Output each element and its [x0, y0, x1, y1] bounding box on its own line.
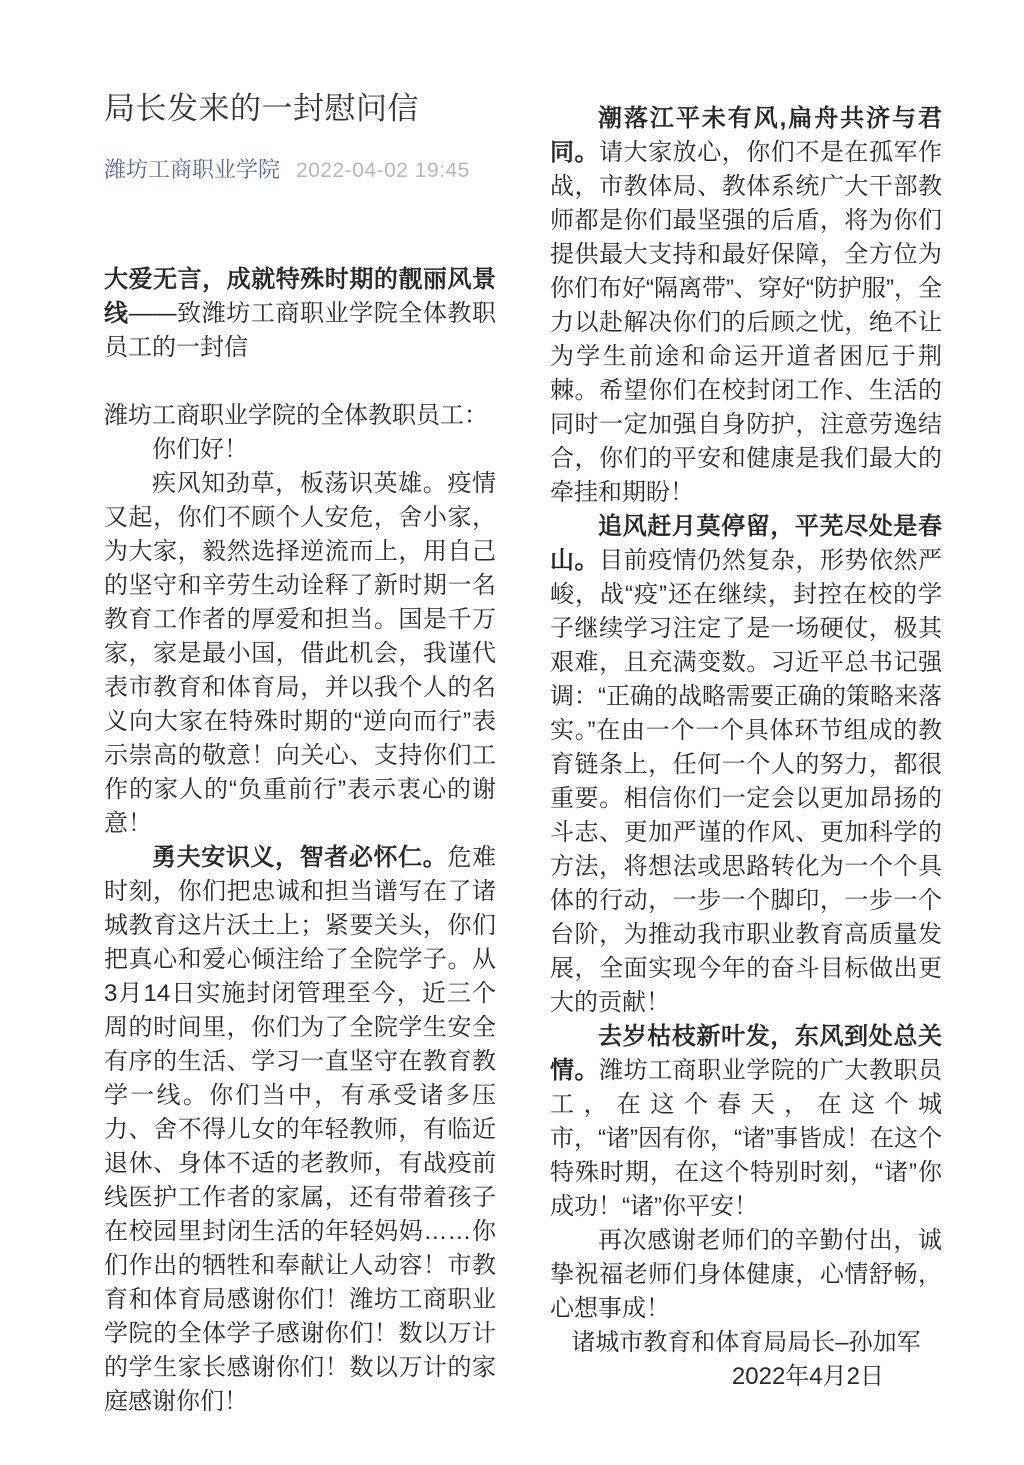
body-text-segment: 请大家放心，你们不是在孤军作战，市教体局、教体系统广大干部教师都是你们最坚强的后盾，将为你们提供最大支持和最好保障，全方位为你们布好“隔离带”、穿好“防护服”，全力以赴解决你们的后顾之忧，绝不让为学生前途和命运开道者困厄于荆棘。希望你们在校封闭工作、生活的同时一定加强自身防护，注意劳逸结合，你们的平安和健康是我们最大的牵挂和期盼！: [550, 139, 943, 506]
body-text-segment: 疾风知劲草，板荡识英雄。疫情又起，你们不顾个人安危，舍小家，为大家，毅然选择逆流而上，用自己的坚守和辛劳生动诠释了新时期一名教育工作者的厚爱和担当。国是千万家，家是最小国，借此机会，我谨代表市教育和体育局，并以我个人的名义向大家在特殊时期的“逆向而行”表示崇高的敬意！向关心、支持你们工作的家人的“负重前行”表示衷心的谢意！: [104, 470, 496, 837]
right-column: [550, 88, 942, 1394]
paragraph: [550, 1020, 942, 1224]
date-line: 2022年4月2日: [731, 1363, 884, 1390]
publish-timestamp: 2022-04-02 19:45: [296, 159, 470, 182]
body-text-segment: 危难时刻，你们把忠诚和担当谱写在了诸城教育这片沃土上；紧要关头，你们把真心和爱心倾注给了全院学子。从3月14日实施封闭管理至今，近三个周的时间里，你们为了全院学生安全有序的生活、学习一直坚守在教育教学一线。你们当中，有承受诸多压力、舍不得儿女的年轻教师，有临近退休、身体不适的老教师，有战疫前线医护工作者的家属，还有带着孩子在校园里封闭生活的年轻妈妈……你们作出的牺牲和奉献让人动容！市教育和体育局感谢你们！潍坊工商职业学院的全体学子感谢你们！数以万计的学生家长感谢你们！数以万计的家庭感谢你们！: [104, 844, 497, 1415]
body-text-segment: 再次感谢老师们的辛勤付出，诚挚祝福老师们身体健康，心情舒畅，心想事成！: [550, 1227, 942, 1322]
paragraph: [104, 433, 496, 467]
left-column: [104, 88, 496, 1419]
paragraph: [104, 841, 496, 1419]
signature-line: 诸城市教育和体育局局长–孙加军: [571, 1329, 921, 1356]
bold-lead-text: 勇夫安识义，智者必怀仁。: [152, 844, 448, 871]
bold-lead-text: 去岁枯枝新叶发，东风到处总关情。: [550, 1023, 942, 1084]
blank-line: [104, 365, 496, 399]
right-column-text: [550, 102, 942, 1326]
paragraph: [550, 510, 942, 1020]
article-meta: [104, 156, 496, 185]
body-text-segment: 目前疫情仍然复杂，形势依然严峻，战“疫”还在继续，封控在校的学子继续学习注定了是一场硬仗，极其艰难，且充满变数。习近平总书记强调：“正确的战略需要正确的策略来落实。”在由一个一个具体环节组成的教育链条上，任何一个人的努力，都很重要。相信你们一定会以更加昂扬的斗志、更加严谨的作风、更加科学的方法，将想法或思路转化为一个个具体的行动，一步一个脚印，一步一个台阶，为推动我市职业教育高质量发展，全面实现今年的奋斗目标做出更大的贡献！: [550, 547, 943, 1016]
account-name-link[interactable]: 潍坊工商职业学院: [104, 157, 281, 182]
body-text-segment: 你们好！: [152, 436, 248, 463]
left-column-text: [104, 263, 496, 1419]
paragraph: [550, 1224, 942, 1326]
paragraph: [104, 467, 496, 841]
bold-lead-text: 追风赶月莫停留，平芜尽处是春山。: [550, 513, 942, 574]
body-text-segment: 潍坊工商职业学院的广大教职员工，在这个春天，在这个城市，“诸”因有你，“诸”事皆成！在这个特殊时期，在这个特别时刻，“诸”你成功！“诸”你平安！: [550, 1057, 943, 1220]
article-title: 局长发来的一封慰问信: [104, 91, 419, 126]
paragraph: [104, 263, 496, 365]
bold-lead-text: 潮落江平未有风,扁舟共济与君同。: [550, 105, 942, 166]
paragraph: [104, 399, 496, 433]
body-text-segment: 潍坊工商职业学院的全体教职员工：: [104, 402, 488, 429]
body-text-segment: ——致潍坊工商职业学院全体教职员工的一封信: [104, 300, 497, 361]
bold-lead-text: 大爱无言，成就特殊时期的靓丽风景线: [104, 266, 496, 327]
paragraph: [550, 102, 942, 510]
two-column-layout: [104, 88, 1024, 1419]
